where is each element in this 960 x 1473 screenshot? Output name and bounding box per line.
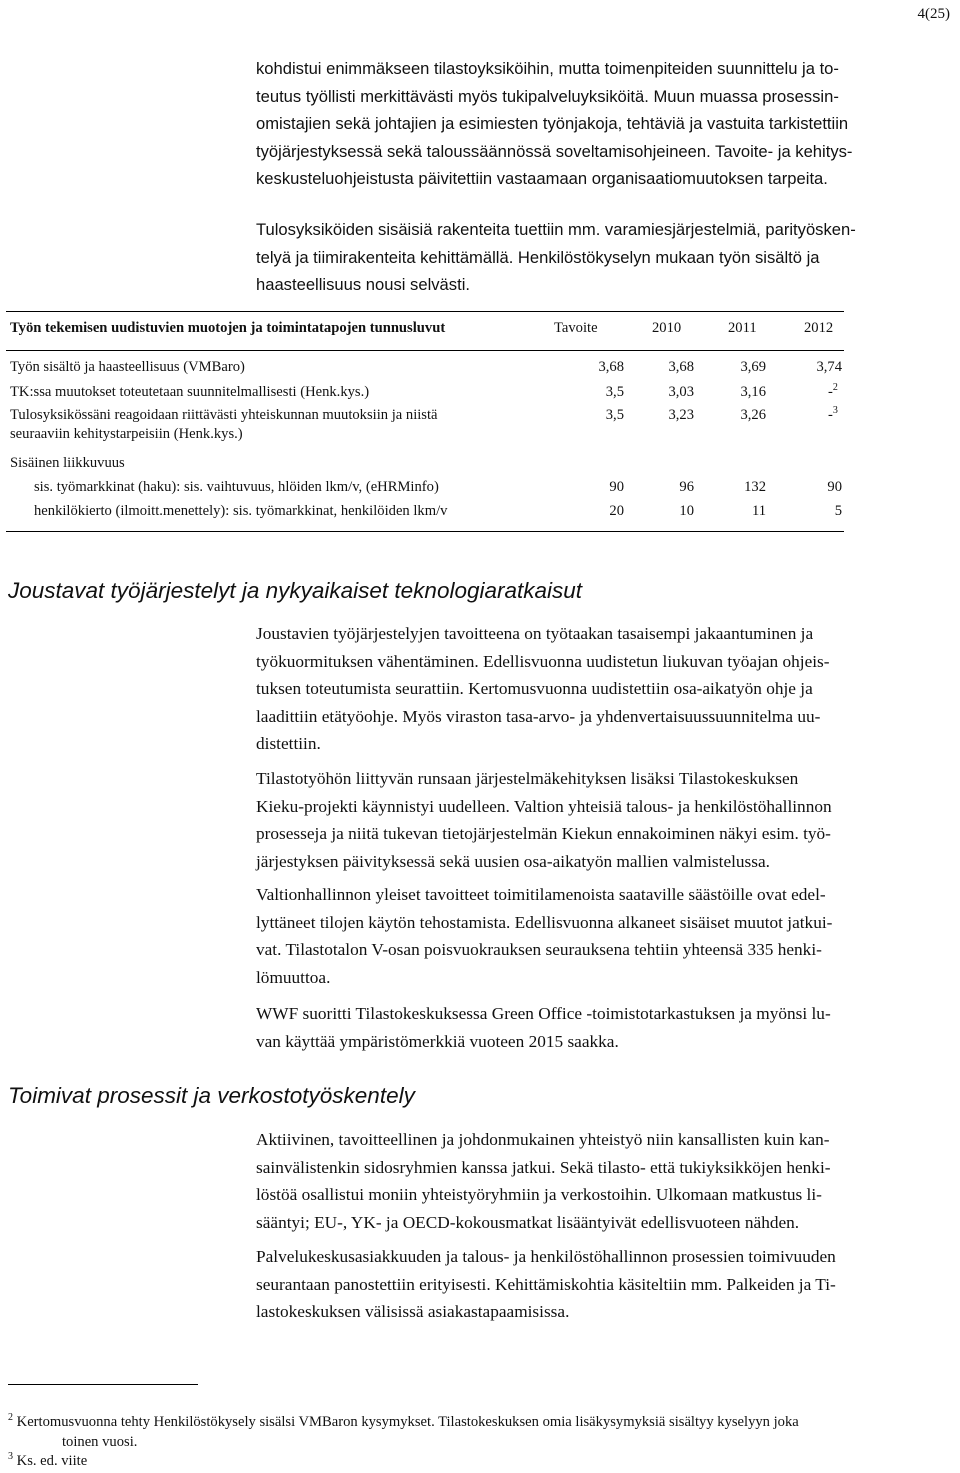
text-line: järjestyksen päivityksessä sekä uusien osa-aikatyön mallien valmistelussa. [256, 851, 770, 871]
text-line: Joustavien työjärjestelyjen tavoitteena on työtaakan tasaisempi jakaantuminen ja [256, 624, 814, 643]
section-heading: Joustavat työjärjestelyt ja nykyaikaiset teknologiaratkaisut [8, 578, 583, 603]
text-line: seurantaan panostettiin erityisesti. Kehittämiskohtia käsiteltiin mm. Palkeiden ja Ti- [256, 1274, 836, 1294]
footnote-ref: 3 [832, 405, 838, 417]
column-header-2011: 2011 [728, 320, 757, 336]
section-label: Sisäinen liikkuvuus [10, 455, 125, 471]
text-line: laadittiin etätyöohje. Myös viraston tasa-arvo- ja yhdenvertaisuussuunnitelma uu- [256, 706, 821, 726]
text-line: vat. Tilastotalon V-osan poisvuokrauksen seurauksena tehtiin yhteensä 335 henki- [256, 940, 822, 960]
paragraph [256, 765, 956, 875]
cell-2011: 3,69 [740, 359, 766, 375]
text-line: haasteellisuus nousi selvästi. [256, 275, 470, 295]
cell-2011: 11 [751, 503, 766, 519]
text-line: distettiin. [256, 734, 321, 754]
cell-2012: 3,74 [816, 359, 842, 375]
cell-tavoite: 3,68 [598, 359, 624, 375]
column-header-tavoite: Tavoite [554, 320, 598, 336]
text-line: teutus työllisti merkittävästi myös tukipalveluyksiköitä. Muun muassa prosessin- [256, 86, 839, 106]
cell-tavoite: 20 [609, 503, 624, 519]
text-line: keskusteluohjeistusta päivitettiin vastaamaan organisaatiomuutoksen tarpeita. [256, 169, 828, 189]
cell-tavoite: 3,5 [605, 407, 624, 423]
paragraph [256, 620, 956, 758]
text-line: sainvälistenkin sidosryhmien kanssa jatkui. Sekä tilasto- että tukiyksikköjen henki- [256, 1157, 831, 1177]
table-header [6, 312, 844, 351]
text-line: sääntyi; EU-, YK- ja OECD-kokousmatkat lisääntyivät edellisvuoteen nähden. [256, 1212, 800, 1232]
text-line: Aktiivinen, tavoitteellinen ja johdonmukainen yhteistyö niin kansallisten kuin kan- [256, 1130, 830, 1149]
page-number: 4(25) [917, 6, 950, 22]
table-section-row [6, 441, 844, 471]
cell-2010: 10 [679, 503, 694, 519]
text-line: löstöä osallistui moniin yhteistyöryhmiin ja verkostoihin. Ulkomaan matkustus li- [256, 1185, 822, 1205]
indicator-table [6, 311, 844, 532]
footnote-mark: 2 [8, 1412, 13, 1424]
text-line: Valtionhallinnon yleiset tavoitteet toimitilamenoista saataville säästöille ovat edel- [256, 885, 826, 904]
row-label: Työn sisältö ja haasteellisuus (VMBaro) [10, 359, 245, 375]
structures-paragraph [256, 216, 956, 299]
cell-2012: 90 [827, 479, 842, 495]
cell-2012: 5 [834, 503, 842, 519]
row-label: henkilökierto (ilmoitt.menettely): sis. työmarkkinat, henkilöiden lkm/v [34, 503, 448, 519]
column-header-2012: 2012 [804, 320, 834, 336]
footnote-ref: 2 [832, 382, 838, 394]
dash-value: - [828, 384, 833, 400]
text-line: telyä ja tiimirakenteita kehittämällä. Henkilöstökyselyn mukaan työn sisältö ja [256, 247, 820, 267]
section-heading: Toimivat prosessit ja verkostotyöskentely [8, 1083, 415, 1108]
cell-2012 [828, 407, 838, 424]
text-line: Kieku-projekti käynnistyi uudelleen. Valtion yhteisiä talous- ja henkilöstöhallinnon [256, 796, 832, 816]
text-line: lastokeskuksen välisissä asiakastapaamisissa. [256, 1302, 570, 1322]
table-row [6, 351, 844, 376]
text-line: työjärjestyksessä sekä taloussäännössä soveltamisohjeineen. Tavoite- ja kehitys- [256, 141, 853, 161]
table-row [6, 465, 844, 495]
paragraph [256, 1243, 956, 1326]
text-line: Tulosyksiköiden sisäisiä rakenteita tuettiin mm. varamiesjärjestelmiä, parityösken- [256, 220, 856, 239]
paragraph [256, 881, 956, 991]
cell-2011: 132 [744, 479, 766, 495]
table-row [6, 399, 844, 441]
footnote-continued: toinen vuosi. [62, 1434, 138, 1450]
table-header-label: Työn tekemisen uudistuvien muotojen ja toimintatapojen tunnusluvut [10, 320, 446, 336]
footnote-separator [8, 1384, 198, 1385]
paragraph [256, 1000, 956, 1055]
text-line: tuksen toteutumista seurattiin. Kertomusvuonna uudistettiin osa-aikatyön ohje ja [256, 679, 813, 699]
intro-paragraph [256, 55, 956, 193]
dash-value: - [828, 407, 833, 423]
cell-2010: 3,68 [668, 359, 694, 375]
text-line: Palvelukeskusasiakkuuden ja talous- ja henkilöstöhallinnon prosessien toimivuuden [256, 1247, 836, 1266]
row-label: Tulosyksikössäni reagoidaan riittävästi yhteiskunnan muutoksiin ja niistä [10, 407, 438, 423]
text-line: kohdistui enimmäkseen tilastoyksiköihin, mutta toimenpiteiden suunnittelu ja to- [256, 59, 839, 78]
row-label-continued: seuraaviin kehitystarpeisiin (Henk.kys.) [10, 426, 243, 442]
text-line: lömuuttoa. [256, 967, 331, 987]
table-row [6, 489, 844, 531]
table-row [6, 376, 844, 399]
cell-2010: 3,23 [668, 407, 694, 423]
footnote-text: Kertomusvuonna tehty Henkilöstökysely sisälsi VMBaron kysymykset. Tilastokeskuksen omia lisäkysymyksiä sisältyy kyselyyn joka [16, 1414, 799, 1430]
text-line: lyttäneet tilojen käytön tehostamista. Edellisvuonna alkaneet sisäiset muutot jatkui- [256, 912, 833, 932]
cell-tavoite: 3,5 [605, 384, 624, 400]
footnote-text: Ks. ed. viite [16, 1453, 88, 1469]
row-label: TK:ssa muutokset toteutetaan suunnitelmallisesti (Henk.kys.) [10, 384, 370, 400]
cell-2011: 3,16 [740, 384, 766, 400]
text-line: prosesseja ja niitä tukevan tietojärjestelmän Kiekun ennakoiminen näkyi esim. työ- [256, 824, 831, 844]
text-line: omistajien sekä johtajien ja esimiesten työnjakoja, tehtäviä ja vastuita tarkistettiin [256, 114, 849, 134]
cell-tavoite: 90 [609, 479, 624, 495]
text-line: työkuormituksen vähentäminen. Edellisvuonna uudistetun liukuvan työajan ohjeis- [256, 651, 830, 671]
column-header-2010: 2010 [652, 320, 682, 336]
cell-2011: 3,26 [740, 407, 766, 423]
footnote [8, 1453, 87, 1470]
paragraph [256, 1126, 956, 1236]
footnote-mark: 3 [8, 1451, 13, 1463]
text-line: Tilastotyöhön liittyvän runsaan järjestelmäkehityksen lisäksi Tilastokeskuksen [256, 769, 799, 788]
text-line: van käyttää ympäristömerkkiä vuoteen 2015 saakka. [256, 1031, 619, 1051]
table-bottom-rule [6, 531, 844, 532]
footnote [8, 1414, 799, 1431]
row-label: sis. työmarkkinat (haku): sis. vaihtuvuus, hlöiden lkm/v, (eHRMinfo) [34, 479, 439, 495]
text-line: WWF suoritti Tilastokeskuksessa Green Office -toimistotarkastuksen ja myönsi lu- [256, 1004, 831, 1023]
cell-2010: 96 [679, 479, 694, 495]
cell-2010: 3,03 [668, 384, 694, 400]
